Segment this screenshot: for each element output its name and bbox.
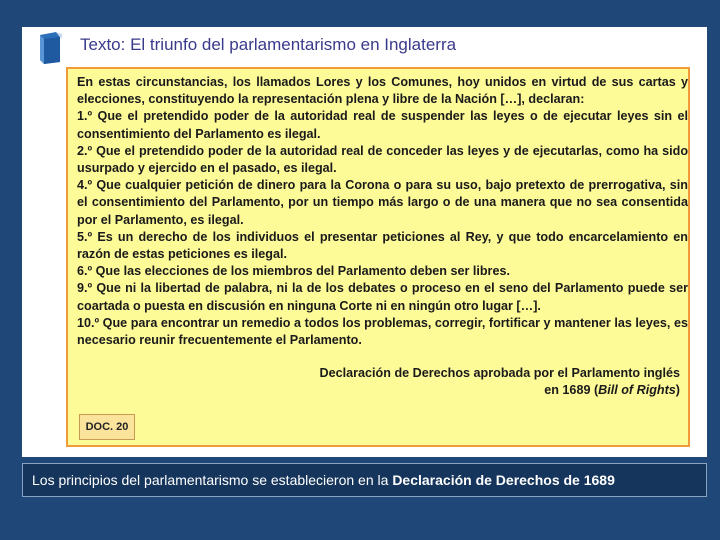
list-item: 5.º Es un derecho de los individuos el presentar peticiones al Rey, y que todo encarcelamiento en razón de estas peticiones es ilegal. bbox=[77, 229, 688, 262]
document-title: Texto: El triunfo del parlamentarismo en Inglaterra bbox=[80, 35, 457, 54]
source-citation bbox=[320, 365, 680, 399]
caption-text: Los principios del parlamentarismo se establecieron en la bbox=[32, 472, 393, 488]
list-item: 4.º Que cualquier petición de dinero para la Corona o para su uso, bajo pretexto de prerrogativa, sin el consentimiento del Parlamento, por un tiempo más largo o de una manera que no sea consentida por el Parlamento, es ilegal. bbox=[77, 178, 688, 227]
intro-paragraph: En estas circunstancias, los llamados Lores y los Comunes, hoy unidos en virtud de sus cartas y elecciones, constituyendo la representación plena y libre de la Nación […], declaran: bbox=[77, 75, 688, 107]
source-line-2: en 1689 (Bill of Rights) bbox=[544, 383, 680, 398]
doc-label: DOC. 20 bbox=[79, 414, 135, 440]
list-item: 9.º Que ni la libertad de palabra, ni la de los debates o proceso en el seno del Parlamento puede ser coartada o puesta en discusión en ninguna Corte ni en ningún otro lugar […]. bbox=[77, 281, 688, 313]
list-item: 2.º Que el pretendido poder de la autoridad real de conceder las leyes y de ejecutarlas, como ha sido usurpado y ejercido en el pasado, es ilegal. bbox=[77, 143, 689, 176]
list-item: 1.º Que el pretendido poder de la autoridad real de suspender las leyes o de ejecutar leyes sin el consentimiento del Parlamento es ilegal. bbox=[77, 109, 688, 141]
document-panel bbox=[22, 27, 707, 457]
list-item: 10.º Que para encontrar un remedio a todos los problemas, corregir, fortificar y mantener las leyes, es necesario reunir frecuentemente el Parlamento. bbox=[77, 315, 688, 348]
declaration-text bbox=[77, 74, 688, 349]
book-icon bbox=[36, 31, 66, 65]
caption-bold: Declaración de Derechos de 1689 bbox=[392, 472, 615, 488]
source-line-1: Declaración de Derechos aprobada por el Parlamento inglés bbox=[319, 366, 680, 380]
text-box bbox=[66, 67, 690, 447]
caption-bar bbox=[22, 463, 707, 497]
list-item: 6.º Que las elecciones de los miembros del Parlamento deben ser libres. bbox=[77, 264, 510, 279]
